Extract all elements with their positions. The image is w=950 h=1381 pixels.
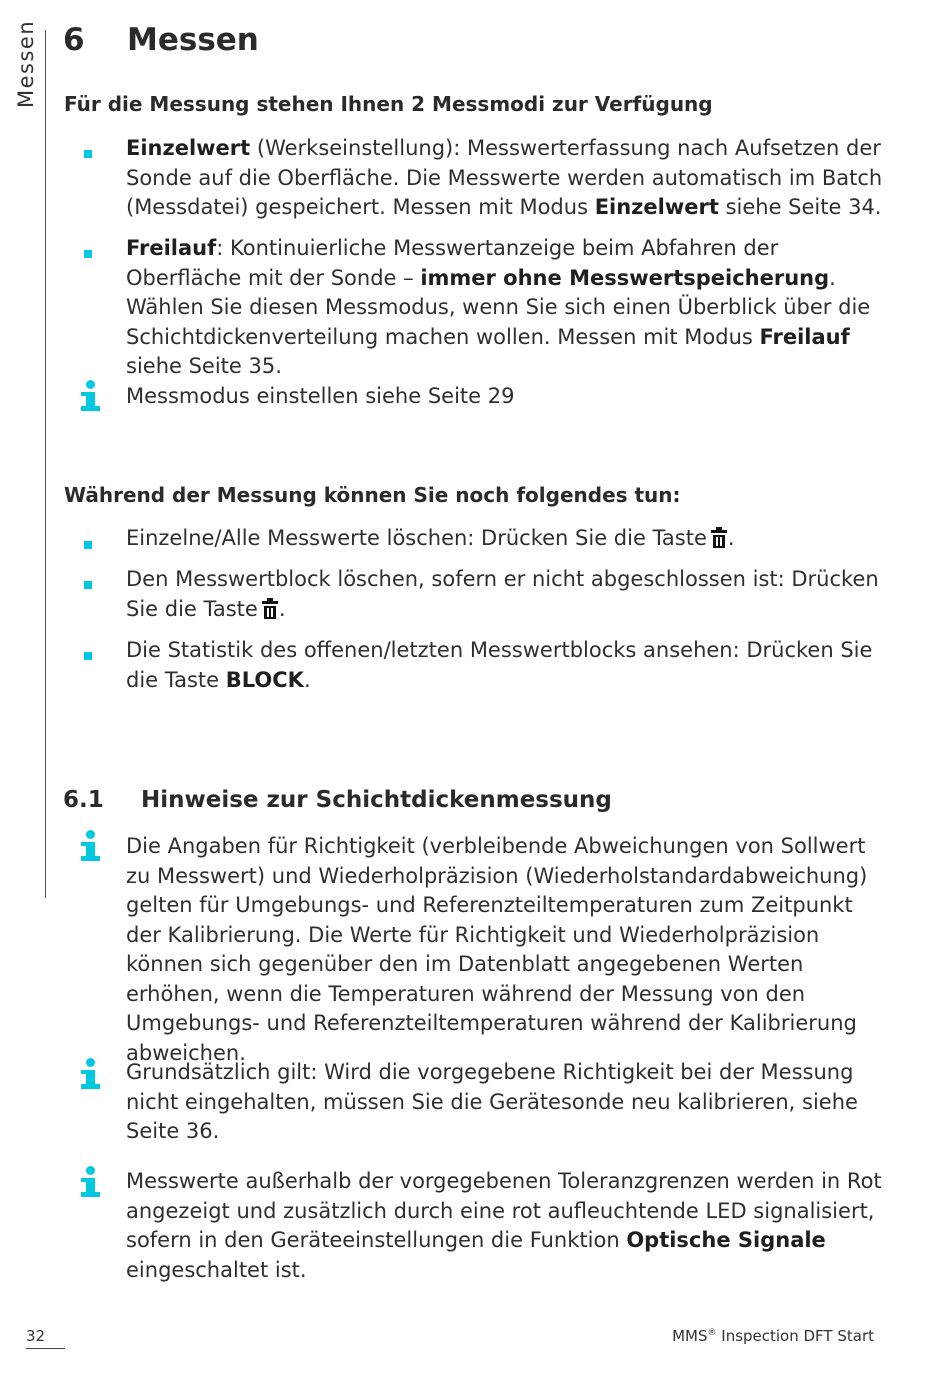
mode-freilauf bbox=[126, 234, 886, 382]
side-divider bbox=[45, 30, 46, 898]
footer-product-title bbox=[672, 1327, 874, 1345]
during-heading: Während der Messung können Sie noch folgendes tun: bbox=[64, 483, 681, 507]
item-text: Einzelne/Alle Messwerte löschen: Drücken Sie die Taste bbox=[126, 526, 707, 550]
bullet-marker bbox=[84, 150, 92, 158]
bullet-marker bbox=[84, 581, 92, 589]
mode-page-ref: siehe Seite 35. bbox=[126, 354, 282, 378]
function-name: Optische Signale bbox=[626, 1228, 826, 1252]
mode-ref: Freilauf bbox=[759, 324, 850, 349]
mode-page-ref: siehe Seite 34. bbox=[718, 195, 882, 219]
item-tail: . bbox=[727, 526, 735, 550]
info-icon bbox=[80, 830, 102, 864]
during-item-statistics bbox=[126, 636, 886, 695]
section-title: Hinweise zur Schichtdickenmessung bbox=[141, 787, 612, 813]
item-text: Den Messwertblock löschen, sofern er nicht abgeschlossen ist: Drücken Sie die Taste bbox=[126, 567, 879, 621]
product-name: MMS bbox=[672, 1327, 708, 1345]
registered-mark: ® bbox=[707, 1328, 717, 1338]
mode-name: Freilauf bbox=[126, 236, 217, 260]
section-number: 6.1 bbox=[63, 787, 104, 813]
page-number: 32 bbox=[26, 1327, 46, 1345]
bullet-marker bbox=[84, 250, 92, 258]
mode-desc: (Werkseinstellung): Messwerterfassung nach Aufsetzen der Sonde auf die Oberfläche. Die Messwerte werden automatisch im Batch (Messdatei) gespeichert. Messen mit Modus bbox=[126, 136, 883, 219]
item-text: Die Statistik des offenen/letzten Messwertblocks ansehen: Drücken Sie die Taste bbox=[126, 638, 873, 692]
info-icon bbox=[80, 380, 102, 414]
bullet-marker bbox=[84, 652, 92, 660]
mode-desc-cont: . Wählen Sie diesen Messmodus, wenn Sie sich einen Überblick über die Schichtdickenverteilung machen wollen. Messen mit Modus bbox=[126, 265, 871, 349]
intro-heading: Für die Messung stehen Ihnen 2 Messmodi zur Verfügung bbox=[64, 92, 713, 116]
info-mode-note: Messmodus einstellen siehe Seite 29 bbox=[126, 384, 515, 408]
mode-emphasis: immer ohne Messwertspeicherung bbox=[420, 265, 830, 290]
item-tail: . bbox=[303, 667, 311, 692]
note-recalibrate: Grundsätzlich gilt: Wird die vorgegebene Richtigkeit bei der Messung nicht eingehalten, müssen Sie die Gerätesonde neu kalibrieren, siehe Seite 36. bbox=[126, 1060, 858, 1143]
bullet-marker bbox=[84, 541, 92, 549]
mode-ref: Einzelwert bbox=[594, 195, 719, 219]
chapter-title: Messen bbox=[127, 22, 259, 58]
info-icon bbox=[80, 1058, 102, 1092]
note-text: Messwerte außerhalb der vorgegebenen Toleranzgrenzen werden in Rot angezeigt und zusätzlich durch eine rot aufleuchtende LED signalisiert, sofern in den Geräteeinstellungen die Funktion bbox=[126, 1169, 882, 1252]
note-text-end: eingeschaltet ist. bbox=[126, 1257, 307, 1282]
mode-desc: : Kontinuierliche Messwertanzeige beim Abfahren der Oberfläche mit der Sonde – bbox=[126, 236, 779, 290]
during-item-delete-values bbox=[126, 524, 886, 554]
note-accuracy: Die Angaben für Richtigkeit (verbleibende Abweichungen von Sollwert zu Messwert) und Wiederholpräzision (Wiederholstandardabweichung) gelten für Umgebungs- und Referenzteiltemperaturen zum Zeitpunkt der Kalibrierung. Die Werte für Richtigkeit und Wiederholpräzision können sich gegenüber den im Datenblatt angegebenen Werten erhöhen, wenn die Temperaturen während der Messung von den Umgebungs- und Referenzteiltemperaturen während der Kalibrierung abweichen. bbox=[126, 834, 868, 1065]
key-name: BLOCK bbox=[225, 667, 304, 692]
during-item-delete-block bbox=[126, 565, 886, 624]
trash-icon bbox=[711, 527, 727, 548]
product-name-rest: Inspection DFT Start bbox=[716, 1327, 874, 1345]
info-icon bbox=[80, 1166, 102, 1200]
footer-divider bbox=[26, 1348, 65, 1349]
mode-name: Einzelwert bbox=[126, 136, 251, 160]
note-tolerance bbox=[126, 1167, 886, 1285]
item-tail: . bbox=[278, 596, 286, 621]
trash-icon bbox=[262, 598, 278, 619]
chapter-number: 6 bbox=[63, 22, 85, 58]
mode-einzelwert bbox=[126, 134, 886, 223]
side-section-label: Messen bbox=[14, 19, 38, 108]
